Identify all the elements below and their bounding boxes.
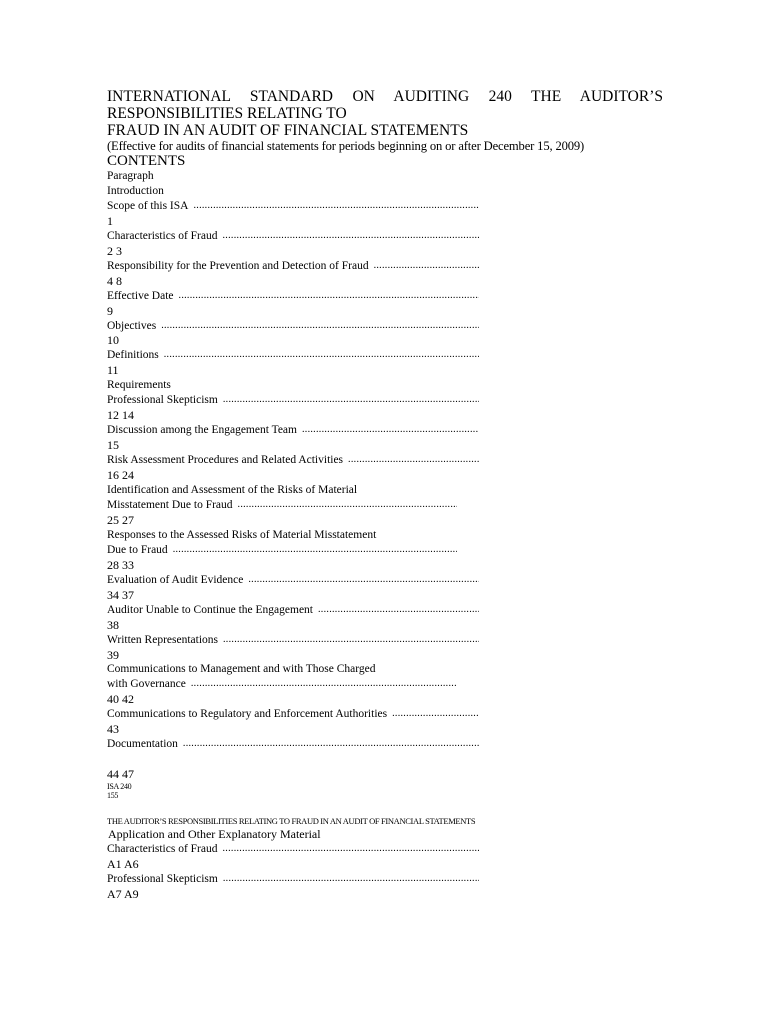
- toc-ref: 28 33: [107, 557, 134, 572]
- toc-entry-documentation: Documentation .....: [107, 737, 479, 752]
- toc-ref: 11: [107, 363, 119, 378]
- document-page: [107, 88, 663, 902]
- toc-entry-communications: with Governance .....: [107, 677, 457, 692]
- document-title-line-2: RESPONSIBILITIES RELATING TO: [107, 105, 347, 122]
- dot-leader: [173, 543, 457, 558]
- dot-leader: [223, 633, 479, 648]
- toc-entry-responses-line-1: Responses to the Assessed Risks of Material Misstatement: [107, 528, 377, 541]
- toc-ref: 39: [107, 647, 119, 662]
- dot-leader: [223, 842, 480, 857]
- document-title-line-1: INTERNATIONAL STANDARD ON AUDITING 240 THE AUDITOR’S: [107, 88, 663, 105]
- dot-leader: [161, 319, 479, 334]
- toc-entry-written-representations: Written Representations .....: [107, 633, 479, 648]
- toc-entry-professional-skepticism: Professional Skepticism .....: [107, 393, 479, 408]
- toc-ref: 38: [107, 617, 119, 632]
- toc-ref: A1 A6: [107, 857, 139, 872]
- dot-leader: [223, 393, 479, 408]
- toc-ref: 2 3: [107, 243, 122, 258]
- toc-ref: A7 A9: [107, 886, 139, 901]
- next-page-section: [107, 816, 663, 902]
- dot-leader: [179, 289, 479, 304]
- toc-entry-app-characteristics: Characteristics of Fraud .....: [107, 842, 479, 857]
- toc-entry-evaluation: Evaluation of Audit Evidence .....: [107, 573, 479, 588]
- dot-leader: [183, 737, 479, 752]
- toc-entry-definitions: Definitions .....: [107, 348, 479, 363]
- application-material-heading: Application and Other Explanatory Material: [108, 827, 321, 842]
- section-requirements: Requirements: [107, 379, 171, 392]
- paragraph-column-label: Paragraph: [107, 170, 154, 182]
- dot-leader: [302, 423, 479, 438]
- toc-entry-discussion: Discussion among the Engagement Team .....: [107, 423, 479, 438]
- dot-leader: [392, 707, 479, 722]
- toc-ref: 15: [107, 438, 119, 453]
- toc-entry-auditor-unable: Auditor Unable to Continue the Engagement .....: [107, 603, 479, 618]
- dot-leader: [348, 453, 479, 468]
- contents-heading: CONTENTS: [107, 153, 186, 169]
- toc-entry-effective-date: Effective Date .....: [107, 289, 479, 304]
- dot-leader: [238, 498, 457, 513]
- document-title-line-3: FRAUD IN AN AUDIT OF FINANCIAL STATEMENTS: [107, 122, 469, 139]
- toc-ref: 4 8: [107, 273, 122, 288]
- toc-entry-risk-assessment: Risk Assessment Procedures and Related Activities .....: [107, 453, 479, 468]
- dot-leader: [223, 229, 480, 244]
- toc-entry-responses: Due to Fraud .....: [107, 543, 457, 558]
- footer-page-number: 155: [107, 791, 119, 801]
- toc-entry-communications-line-1: Communications to Management and with Those Charged: [107, 663, 376, 676]
- spacer: [107, 752, 663, 767]
- toc-entry-identification-line-1: Identification and Assessment of the Risks of Material: [107, 484, 358, 497]
- toc-ref: 9: [107, 303, 113, 318]
- toc-entry-scope: Scope of this ISA .....: [107, 199, 479, 214]
- toc-entry-characteristics: Characteristics of Fraud .....: [107, 229, 479, 244]
- running-header-title: THE AUDITOR’S RESPONSIBILITIES RELATING TO FRAUD IN AN AUDIT OF FINANCIAL STATEMENTS: [107, 816, 476, 827]
- toc-ref: 12 14: [107, 408, 134, 423]
- dot-leader: [318, 603, 479, 618]
- toc-entry-responsibility: Responsibility for the Prevention and Detection of Fraud .....: [107, 259, 479, 274]
- toc-ref: 25 27: [107, 512, 134, 527]
- toc-entry-objectives: Objectives .....: [107, 319, 479, 334]
- dot-leader: [248, 573, 479, 588]
- toc-ref: 34 37: [107, 587, 134, 602]
- toc-entry-regulatory: Communications to Regulatory and Enforcement Authorities .....: [107, 707, 479, 722]
- footer-isa-number: ISA 240: [107, 782, 132, 792]
- toc-ref: 40 42: [107, 692, 134, 707]
- dot-leader: [164, 348, 479, 363]
- toc-entry-app-skepticism: Professional Skepticism .....: [107, 872, 479, 887]
- dot-leader: [191, 677, 457, 692]
- toc-ref: 10: [107, 333, 119, 348]
- effective-date-note: (Effective for audits of financial statements for periods beginning on or after December 15, 2009): [107, 139, 585, 153]
- toc-ref: 1: [107, 213, 113, 228]
- dot-leader: [374, 259, 479, 274]
- toc-entry-identification: Misstatement Due to Fraud .....: [107, 498, 457, 513]
- toc-ref: 16 24: [107, 468, 134, 483]
- toc-ref: 43: [107, 722, 119, 737]
- dot-leader: [223, 872, 479, 887]
- dot-leader: [193, 199, 479, 214]
- section-introduction: Introduction: [107, 184, 164, 197]
- toc-ref: 44 47: [107, 767, 134, 782]
